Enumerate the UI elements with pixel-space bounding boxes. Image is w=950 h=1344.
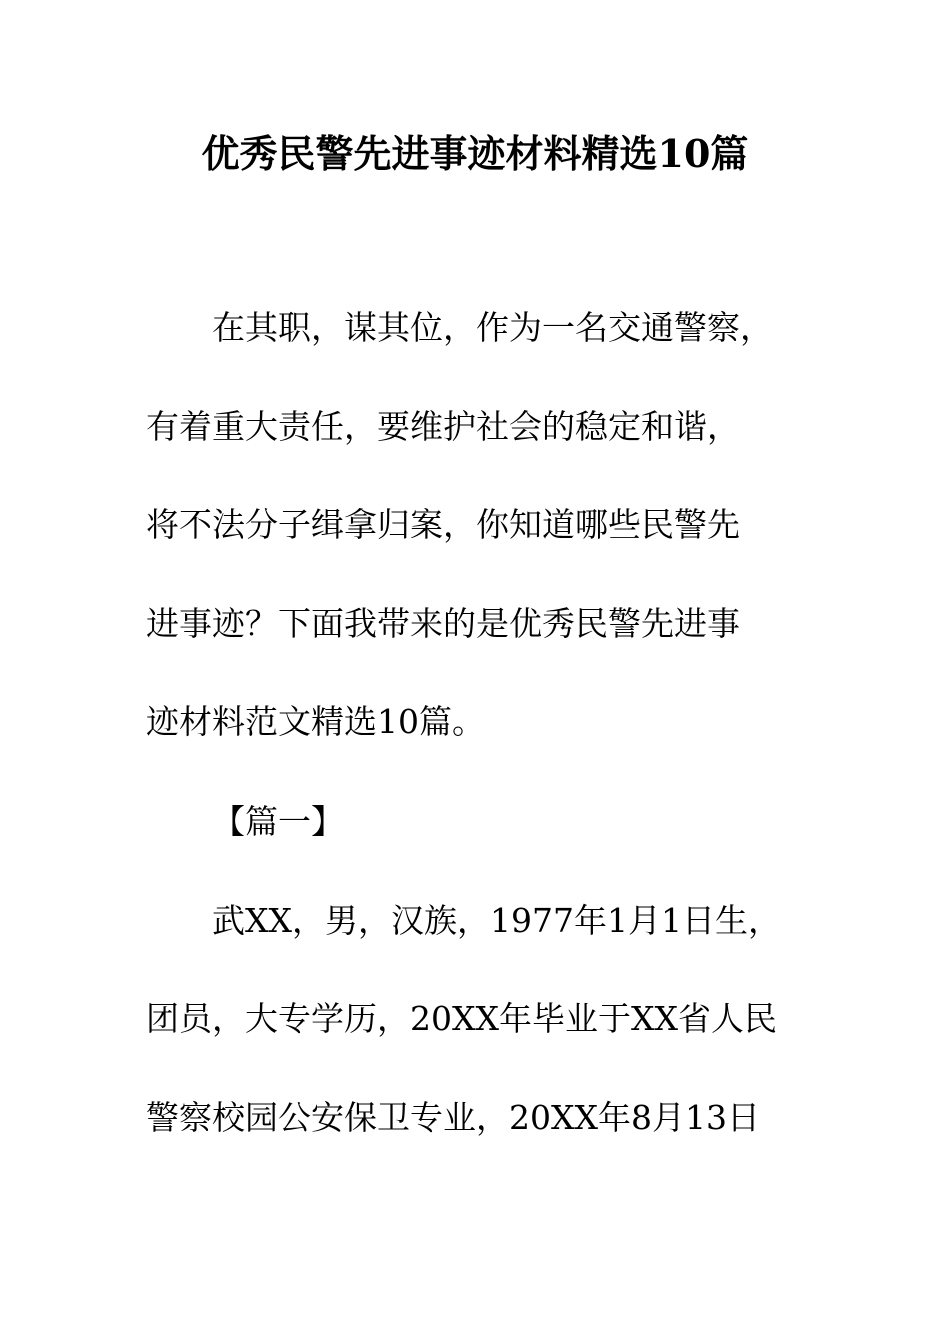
intro-line-2: 有着重大责任，要维护社会的稳定和谐，	[146, 407, 740, 446]
section-line-1: 武XX，男，汉族，1977年1月1日生，	[212, 901, 781, 940]
intro-line-1: 在其职，谋其位，作为一名交通警察，	[212, 308, 773, 347]
intro-line-5: 迹材料范文精选10篇。	[146, 702, 485, 741]
document-title: 优秀民警先进事迹材料精选10篇	[201, 131, 749, 176]
section-heading: 【篇一】	[212, 802, 344, 841]
intro-line-3: 将不法分子缉拿归案，你知道哪些民警先	[146, 505, 740, 544]
section-line-2: 团员，大专学历，20XX年毕业于XX省人民	[146, 999, 777, 1038]
intro-line-4: 进事迹？下面我带来的是优秀民警先进事	[146, 604, 740, 643]
section-line-3: 警察校园公安保卫专业，20XX年8月13日	[146, 1098, 760, 1137]
